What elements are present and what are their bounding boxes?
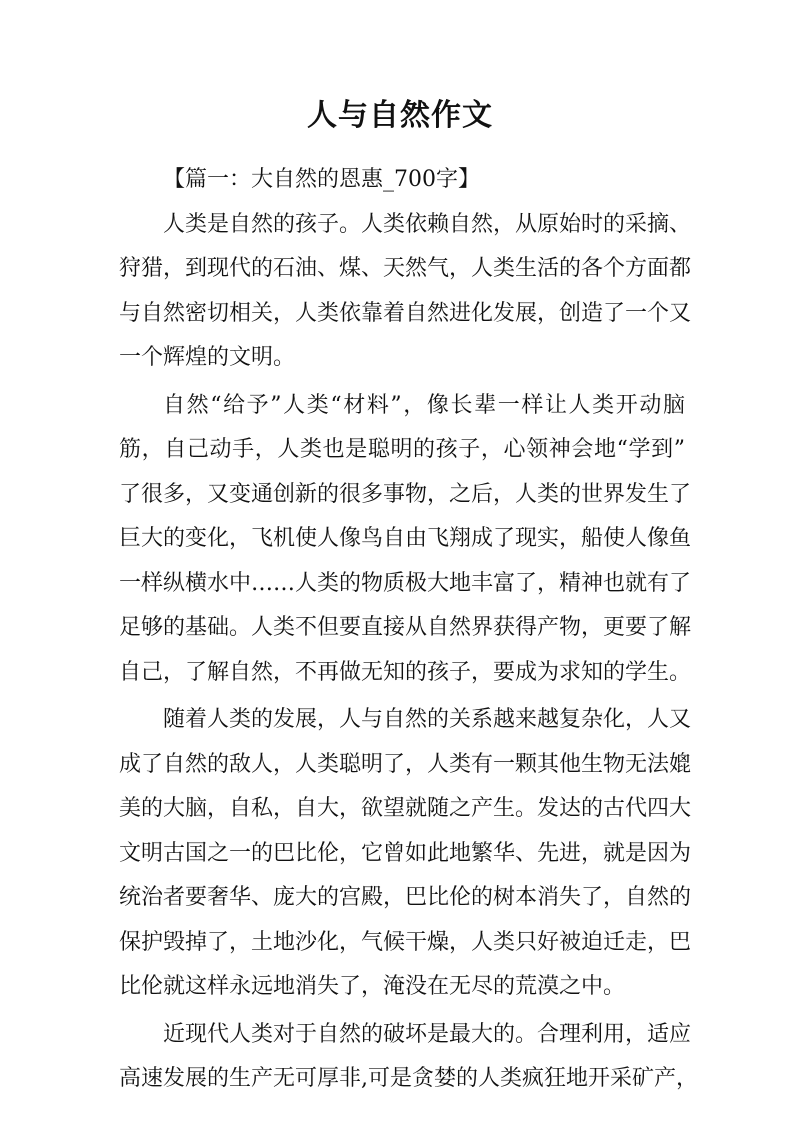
paragraph-line: 一样纵横水中……人类的物质极大地丰富了，精神也就有了 bbox=[119, 570, 692, 596]
paragraph-line: 筋，自己动手，人类也是聪明的孩子，心领神会地“学到” bbox=[119, 437, 685, 462]
paragraph-line: 成了自然的敌人，人类聪明了，人类有一颗其他生物无法媲 bbox=[119, 751, 692, 777]
paragraph-line: 比伦就这样永远地消失了，淹没在无尽的荒漠之中。 bbox=[119, 974, 626, 999]
paragraph-4 bbox=[119, 1013, 698, 1102]
document-body bbox=[119, 158, 698, 1105]
paragraph-line: 自然“给予”人类“材料”，像长辈一样让人类开动脑 bbox=[163, 392, 685, 418]
paragraph-line: 足够的基础。人类不但要直接从自然界获得产物，更要了解 bbox=[119, 615, 692, 640]
paragraph-3 bbox=[119, 698, 692, 1010]
document-title: 人与自然作文 bbox=[307, 98, 493, 133]
paragraph-line: 美的大脑，自私，自大，欲望就随之产生。发达的古代四大 bbox=[119, 796, 692, 821]
paragraph-line: 狩猎，到现代的石油、煤、天然气，人类生活的各个方面都 bbox=[119, 256, 692, 281]
paragraph-line: 统治者要奢华、庞大的宫殿，巴比伦的树本消失了，自然的 bbox=[119, 885, 692, 910]
paragraph-line: 随着人类的发展，人与自然的关系越来越复杂化，人又 bbox=[163, 707, 692, 732]
paragraph-line: 巨大的变化，飞机使人像鸟自由飞翔成了现实，船使人像鱼 bbox=[119, 526, 692, 551]
section-heading: 【篇一：大自然的恩惠_700字】 bbox=[163, 167, 480, 192]
paragraph-line: 保护毁掉了，土地沙化，气候干燥，人类只好被迫迁走，巴 bbox=[119, 929, 692, 955]
paragraph-2 bbox=[119, 384, 692, 696]
paragraph-line: 近现代人类对于自然的破坏是最大的。合理利用，适应 bbox=[163, 1021, 692, 1047]
paragraph-line: 高速发展的生产无可厚非,可是贪婪的人类疯狂地开采矿产， bbox=[119, 1066, 698, 1091]
paragraph-line: 与自然密切相关，人类依靠着自然进化发展，创造了一个又 bbox=[119, 300, 692, 326]
paragraph-line: 自己，了解自然，不再做无知的孩子，要成为求知的学生。 bbox=[119, 659, 692, 685]
paragraph-line: 一个辉煌的文明。 bbox=[119, 345, 296, 370]
paragraph-line: 了很多，又变通创新的很多事物，之后，人类的世界发生了 bbox=[119, 481, 692, 507]
paragraph-line: 人类是自然的孩子。人类依赖自然，从原始时的采摘、 bbox=[163, 211, 692, 237]
paragraph-line: 文明古国之一的巴比伦，它曾如此地繁华、先进，就是因为 bbox=[119, 840, 692, 866]
paragraph-1 bbox=[119, 203, 692, 381]
